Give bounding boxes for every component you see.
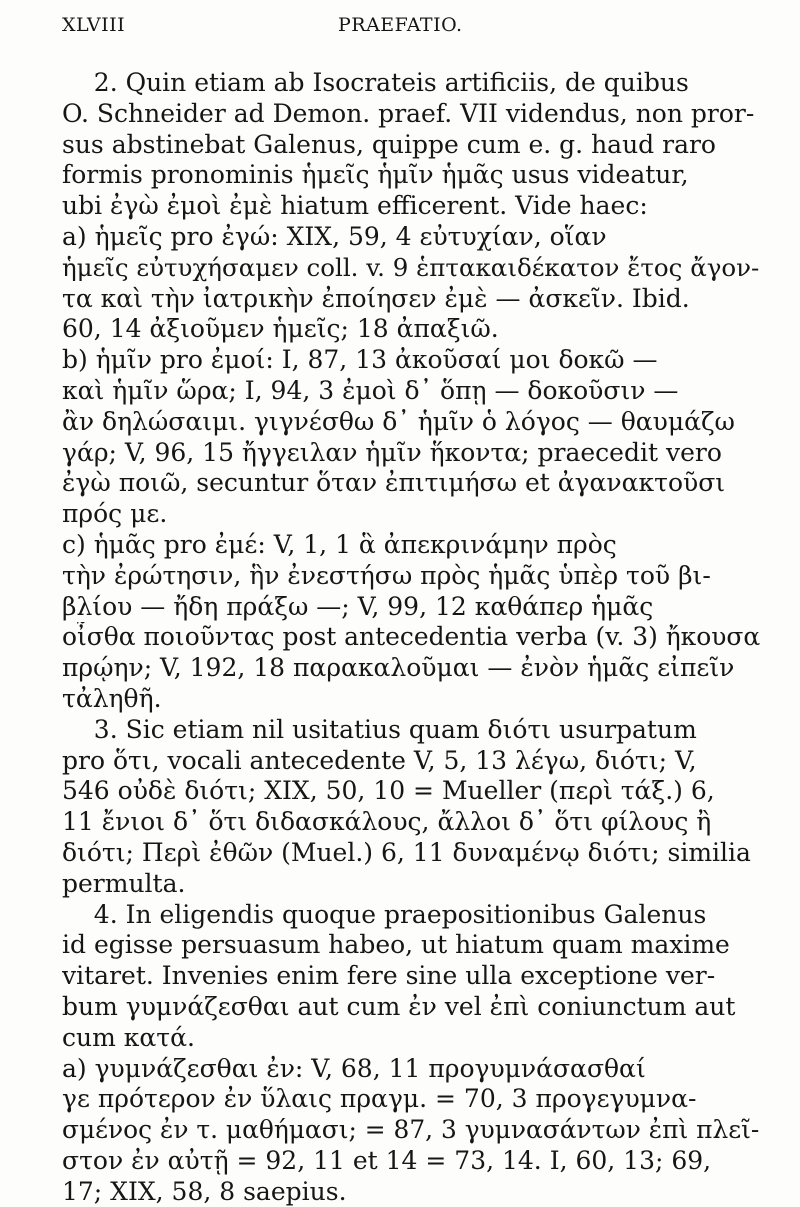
text-line: σμένος ἐν τ. μαθήμασι; = 87, 3 γυμνασάντων ἐπὶ πλεῖ-: [62, 1115, 760, 1145]
text-line: a) γυμνάζεσθαι ἐν: V, 68, 11 προγυμνάσασθαί: [62, 1053, 646, 1083]
text-line: 4. In eligendis quoque praepositionibus Galenus: [62, 899, 707, 929]
running-title: PRAEFATIO.: [338, 14, 463, 36]
text-line: ubi ἐγὼ ἐμοὶ ἐμὲ hiatum efficerent. Vide haec:: [62, 191, 648, 221]
text-line: στον ἐν αὐτῇ = 92, 11 et 14 = 73, 14. I, 60, 13; 69,: [62, 1145, 712, 1175]
page-number: XLVIII: [62, 14, 126, 36]
text-line: pro ὅτι, vocali antecedente V, 5, 13 λέγω, διότι; V,: [62, 745, 697, 775]
text-line: vitaret. Invenies enim fere sine ulla exceptione ver-: [62, 961, 716, 991]
text-line: O. Schneider ad Demon. praef. VII videndus, non pror-: [62, 98, 755, 128]
text-line: sus abstinebat Galenus, quippe cum e. g. haud raro: [62, 129, 716, 159]
text-line: ἡμεῖς εὐτυχήσαμεν coll. v. 9 ἑπτακαιδέκατον ἔτος ἄγον-: [62, 252, 760, 282]
text-line: τὴν ἐρώτησιν, ἣν ἐνεστήσω πρὸς ἡμᾶς ὑπὲρ τοῦ βι-: [62, 560, 711, 590]
text-line: γε πρότερον ἐν ὕλαις πραγμ. = 70, 3 προγεγυμνα-: [62, 1084, 697, 1114]
text-line: bum γυμνάζεσθαι aut cum ἐν vel ἐπὶ coniunctum aut: [62, 991, 736, 1021]
text-line: τα καὶ τὴν ἰατρικὴν ἐποίησεν ἐμὲ — ἀσκεῖν. Ibid.: [62, 283, 690, 313]
page-header: [62, 14, 760, 50]
text-line: cum κατά.: [62, 1022, 195, 1052]
text-line: permulta.: [62, 868, 186, 898]
text-line: διότι; Περὶ ἐθῶν (Muel.) 6, 11 δυναμένῳ διότι; similia: [62, 837, 751, 867]
text-line: 17; XIX, 58, 8 saepius.: [62, 1176, 347, 1206]
text-line: πρός με.: [62, 499, 168, 529]
text-line: c) ἡμᾶς pro ἐμέ: V, 1, 1 ἃ ἀπεκρινάμην πρὸς: [62, 529, 617, 559]
text-body: [62, 68, 760, 1207]
text-line: πρῴην; V, 192, 18 παρακαλοῦμαι — ἐνὸν ἡμᾶς εἰπεῖν: [62, 653, 735, 683]
text-line: βλίου — ἤδη πράξω —; V, 99, 12 καθάπερ ἡμᾶς: [62, 591, 654, 621]
text-line: formis pronominis ἡμεῖς ἡμῖν ἡμᾶς usus videatur,: [62, 160, 689, 190]
text-line: γάρ; V, 96, 15 ἤγγειλαν ἡμῖν ἥκοντα; praecedit vero: [62, 437, 722, 467]
text-line: 2. Quin etiam ab Isocrateis artificiis, de quibus: [62, 68, 689, 97]
text-line: ἂν δηλώσαιμι. γιγνέσθω δ᾽ ἡμῖν ὁ λόγος — θαυμάζω: [62, 406, 735, 436]
text-line: 3. Sic etiam nil usitatius quam διότι usurpatum: [62, 714, 697, 744]
text-line: id egisse persuasum habeo, ut hiatum quam maxime: [62, 930, 730, 960]
text-line: a) ἡμεῖς pro ἐγώ: XIX, 59, 4 εὐτυχίαν, οἵαν: [62, 221, 607, 251]
text-line: 60, 14 ἀξιοῦμεν ἡμεῖς; 18 ἀπαξιῶ.: [62, 314, 499, 344]
text-line: καὶ ἡμῖν ὥρα; I, 94, 3 ἐμοὶ δ᾽ ὅπῃ — δοκοῦσιν —: [62, 375, 679, 405]
text-line: b) ἡμῖν pro ἐμοί: I, 87, 13 ἀκοῦσαί μοι δοκῶ —: [62, 345, 658, 375]
text-line: τἀληθῆ.: [62, 683, 162, 713]
text-line: οἶσθα ποιοῦντας post antecedentia verba (v. 3) ἤκουσα: [62, 622, 760, 652]
text-line: ἐγὼ ποιῶ, secuntur ὅταν ἐπιτιμήσω et ἀγανακτοῦσι: [62, 468, 726, 498]
text-line: 11 ἔνιοι δ᾽ ὅτι διδασκάλους, ἄλλοι δ᾽ ὅτι φίλους ἢ: [62, 807, 712, 837]
text-line: 546 οὐδὲ διότι; XIX, 50, 10 = Mueller (περὶ τάξ.) 6,: [62, 776, 715, 806]
